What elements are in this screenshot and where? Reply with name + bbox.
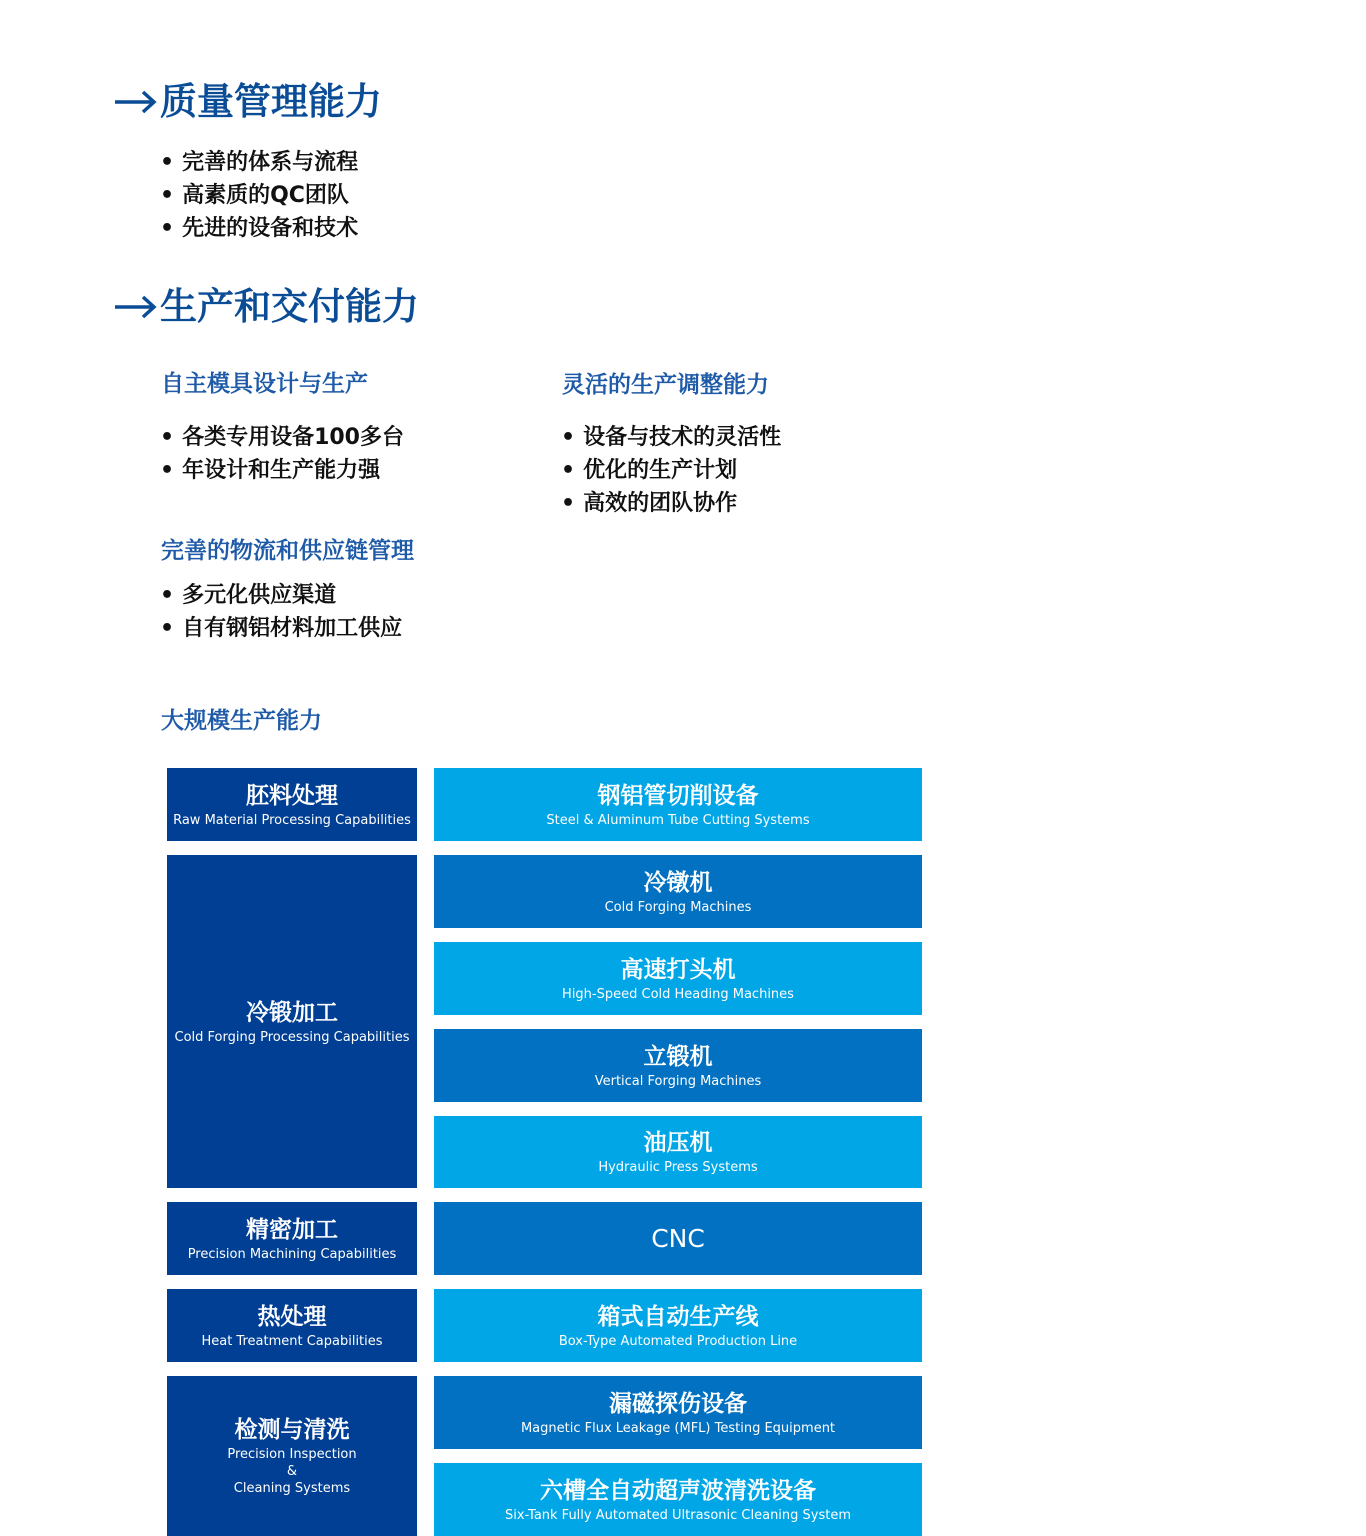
category-en: Precision Inspection & Cleaning Systems <box>227 1447 357 1496</box>
category-zh: 冷锻加工 <box>246 999 338 1026</box>
production-section-heading <box>113 283 419 331</box>
equipment-mfl-testing <box>434 1376 922 1449</box>
equipment-en: Cold Forging Machines <box>604 899 752 915</box>
arrow-right-icon <box>113 78 158 126</box>
category-inspection-cleaning <box>167 1376 417 1536</box>
arrow-right-icon <box>113 283 158 331</box>
equipment-zh: 漏磁探伤设备 <box>609 1390 747 1417</box>
equipment-zh: 冷镦机 <box>643 869 713 896</box>
category-en: Raw Material Processing Capabilities <box>173 812 411 828</box>
equipment-cold-forging-machines <box>434 855 922 928</box>
category-en: Heat Treatment Capabilities <box>201 1333 383 1349</box>
category-heat-treatment <box>167 1289 417 1362</box>
quality-title: 质量管理能力 <box>160 80 382 123</box>
category-zh: 精密加工 <box>246 1216 338 1243</box>
equipment-label: CNC <box>651 1223 705 1253</box>
equipment-en: Hydraulic Press Systems <box>598 1160 758 1175</box>
equipment-cnc <box>434 1202 922 1275</box>
list-item: • 完善的体系与流程 <box>160 146 358 179</box>
equipment-box-line <box>434 1289 922 1362</box>
quality-section-heading <box>113 78 382 126</box>
logistics-subheading: 完善的物流和供应链管理 <box>161 538 414 564</box>
list-item: • 年设计和生产能力强 <box>160 454 404 487</box>
equipment-zh: 箱式自动生产线 <box>597 1303 759 1330</box>
list-item: • 自有钢铝材料加工供应 <box>160 612 402 645</box>
equipment-zh: 立锻机 <box>643 1043 713 1070</box>
equipment-zh: 六槽全自动超声波清洗设备 <box>540 1477 816 1504</box>
list-item: • 高效的团队协作 <box>561 487 781 520</box>
category-en: Cold Forging Processing Capabilities <box>174 1029 410 1045</box>
mold-list <box>160 421 404 487</box>
list-item: • 设备与技术的灵活性 <box>561 421 781 454</box>
category-zh: 检测与清洗 <box>234 1417 350 1443</box>
category-cold-forging <box>167 855 417 1188</box>
equipment-vertical-forging <box>434 1029 922 1102</box>
quality-list <box>160 146 358 245</box>
logistics-list <box>160 579 402 645</box>
flex-subheading: 灵活的生产调整能力 <box>562 372 769 398</box>
equipment-hydraulic-press <box>434 1116 922 1188</box>
equipment-en: High-Speed Cold Heading Machines <box>562 986 794 1002</box>
equipment-en: Six-Tank Fully Automated Ultrasonic Cleaning System <box>504 1507 852 1523</box>
mold-subheading: 自主模具设计与生产 <box>161 371 368 397</box>
production-title: 生产和交付能力 <box>160 285 419 328</box>
category-precision-machining <box>167 1202 417 1275</box>
equipment-cold-heading <box>434 942 922 1015</box>
category-zh: 胚料处理 <box>246 782 338 809</box>
list-item: • 多元化供应渠道 <box>160 579 402 612</box>
equipment-ultrasonic-cleaning <box>434 1463 922 1536</box>
mass-production-subheading: 大规模生产能力 <box>161 708 322 734</box>
list-item: • 各类专用设备100多台 <box>160 421 404 454</box>
equipment-en: Magnetic Flux Leakage (MFL) Testing Equipment <box>520 1420 836 1436</box>
equipment-en: Vertical Forging Machines <box>594 1073 762 1089</box>
equipment-zh: 油压机 <box>643 1130 713 1156</box>
list-item: • 高素质的QC团队 <box>160 179 358 212</box>
equipment-zh: 高速打头机 <box>620 956 736 983</box>
list-item: • 先进的设备和技术 <box>160 212 358 245</box>
flex-list <box>561 421 781 520</box>
equipment-tube-cutting <box>434 768 922 841</box>
equipment-en: Box-Type Automated Production Line <box>558 1333 798 1349</box>
category-zh: 热处理 <box>257 1303 327 1330</box>
list-item: • 优化的生产计划 <box>561 454 781 487</box>
category-raw-material <box>167 768 417 841</box>
equipment-zh: 钢铝管切削设备 <box>597 782 759 809</box>
equipment-en: Steel & Aluminum Tube Cutting Systems <box>546 812 810 828</box>
category-en: Precision Machining Capabilities <box>187 1246 397 1262</box>
